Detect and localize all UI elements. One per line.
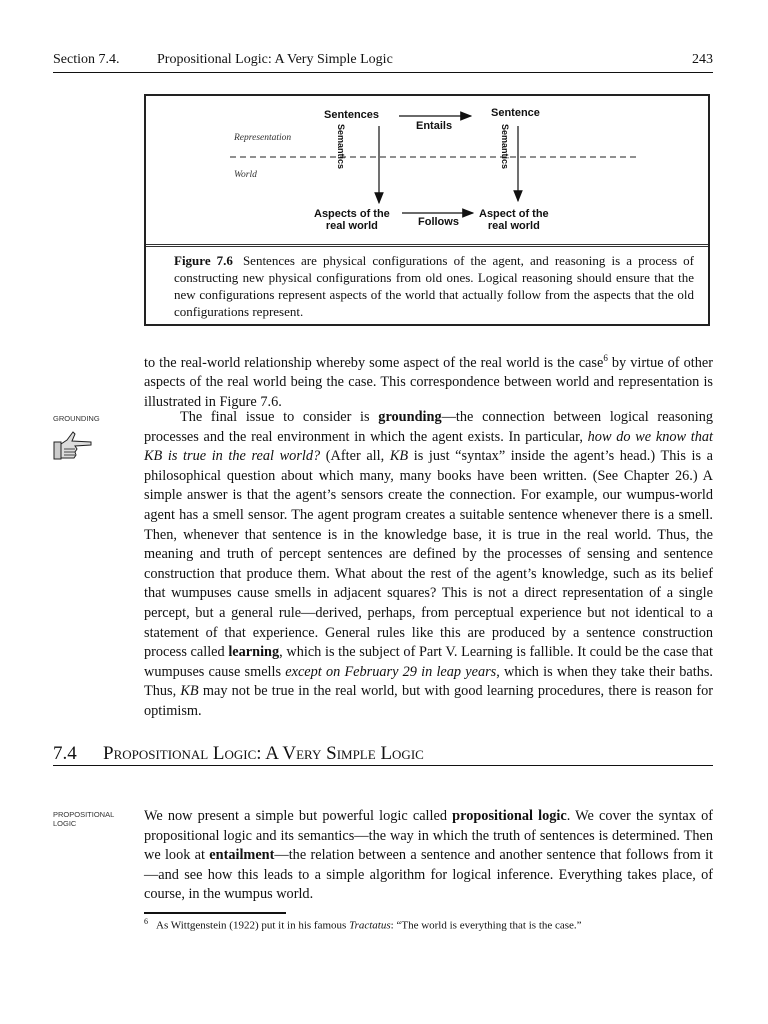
paragraph-1: to the real-world relationship whereby some aspect of the real world is the case$^6$ by virtue of other aspects of the real world being the case. This correspondence between world and representation is illustrated in Figure 7.6. [144,353,713,410]
page-number: 243 [692,52,713,67]
caption-text: Sentences are physical configurations of the agent, and reasoning is a process of constructing new physical configurations from old ones. Logical reasoning should ensure that the new configurations represent aspects of the world that actually follow from the aspects that the old configurations represent. [174,253,694,319]
header-section: Section 7.4. [53,52,120,67]
figure-diagram [146,96,708,247]
margin-note-grounding: GROUNDING [53,414,100,423]
footnote-rule [144,912,286,914]
footnote: $^6$ As Wittgenstein (1922) put it in his famous Tractatus: “The world is everything that is the case.” [144,917,582,932]
paragraph-2: The final issue to consider is grounding—the connection between logical reasoning processes and the real environment in which the agent exists. In particular, how do we know that KB is true in the real world? (After all, KB is just “syntax” inside the agent’s head.) This is a philosophical question about which many, many books have been written. (See Chapter 26.) A simple answer is that the agent’s sensors create the connection. For example, our wumpus-world agent has a smell sensor. The agent program creates a suitable sentence whenever there is a smell. Then, whenever that sentence is in the knowledge base, it is true in the real world. Thus, the meaning and truth of percept sentences are defined by the processes of sensing and sentence construction that produce them. What about the rest of the agent’s knowledge, such as its belief that wumpuses cause smells in adjacent squares? This is not a direct representation of a single percept, but a general rule—derived, perhaps, from perceptual experience but not identical to a statement of that experience. General rules like this are produced by a sentence construction process called learning, which is the subject of Part V. Learning is fallible. It could be the case that wumpuses cause smells except on February 29 in leap years, which is when they take their baths. Thus, KB may not be true in the real world, but with good learning procedures, there is reason for optimism. [144,409,714,719]
figure-caption [174,252,694,320]
label-sentence: Sentence [491,107,540,119]
label-representation: Representation [234,133,292,143]
term-entailment: entailment [209,847,275,864]
pointing-hand-icon [53,430,93,462]
label-sentences: Sentences [324,109,380,121]
figure-7-6 [144,94,710,326]
paragraph-3: We now present a simple but powerful logic called propositional logic. We cover the syntax of propositional logic and its semantics—the way in which the truth of sentences is determined. Then we look at entailment—the relation between a sentence and another sentence that follows from it—and see how this leads to a simple algorithm for logical inference. Everything takes place, of course, in the wumpus world. [144,808,713,903]
margin-note-propositional-logic: PROPOSITIONAL LOGIC [53,810,115,828]
header-title: Propositional Logic: A Very Simple Logic [157,52,393,67]
footnote-ref[interactable]: 6 [603,353,608,363]
section-number: 7.4 [53,743,77,764]
label-aspect-real-world: Aspect of the real world [479,208,549,232]
label-world: World [234,170,257,180]
footnote-number: 6 [144,917,148,926]
term-learning: learning [228,644,280,661]
label-aspects-real-world: Aspects of the real world [314,208,390,232]
label-semantics-right: Semantics [500,124,510,170]
term-propositional-logic: propositional logic [452,808,567,824]
label-follows: Follows [418,216,459,228]
running-header [53,50,713,73]
caption-label: Figure 7.6 [174,253,233,268]
section-title: Propositional Logic: A Very Simple Logic [103,743,424,764]
term-grounding: grounding [378,409,442,425]
label-semantics-left: Semantics [336,124,346,170]
label-entails: Entails [416,120,453,132]
section-heading [53,743,713,766]
